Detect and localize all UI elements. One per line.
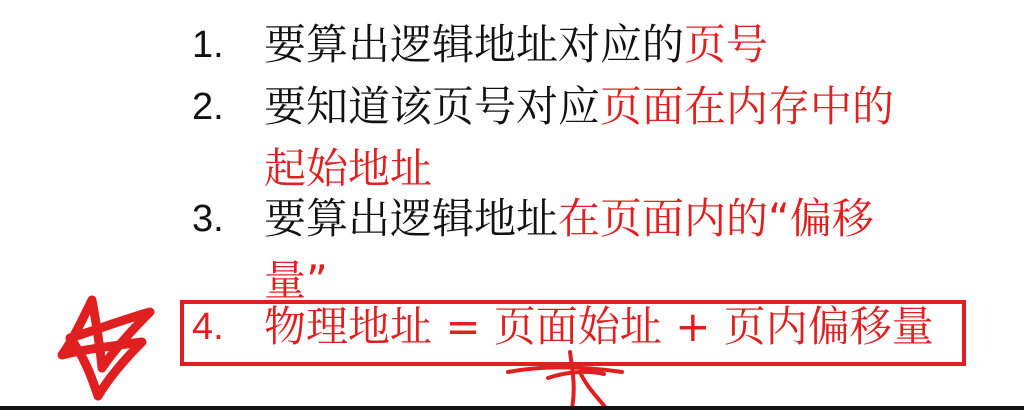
- item-text-black: 要知道该页号对应: [264, 82, 601, 131]
- underline-scribble-icon: [508, 368, 622, 373]
- item-text-red: 物理地址 = 页面始址 + 页内偏移量: [264, 302, 934, 351]
- item-text-red: 在页面内的“偏移: [558, 194, 874, 243]
- item-number: 1.: [192, 24, 224, 66]
- item-number: 3.: [192, 198, 224, 240]
- item-number: 2.: [192, 86, 224, 128]
- arrow-scribble-icon: [548, 352, 606, 408]
- item-text-red-line2: 量”: [264, 256, 328, 305]
- star-scribble-icon: [62, 300, 150, 396]
- item-text-black: 要算出逻辑地址: [264, 194, 559, 243]
- item-text-black: 要算出逻辑地址对应的: [264, 20, 685, 69]
- item-text-red-line2: 起始地址: [264, 144, 433, 193]
- item-text-red: 页号: [684, 20, 769, 69]
- item-text-red: 页面在内存中的: [600, 82, 895, 131]
- bottom-divider: [0, 406, 1024, 410]
- item-number: 4.: [192, 306, 224, 348]
